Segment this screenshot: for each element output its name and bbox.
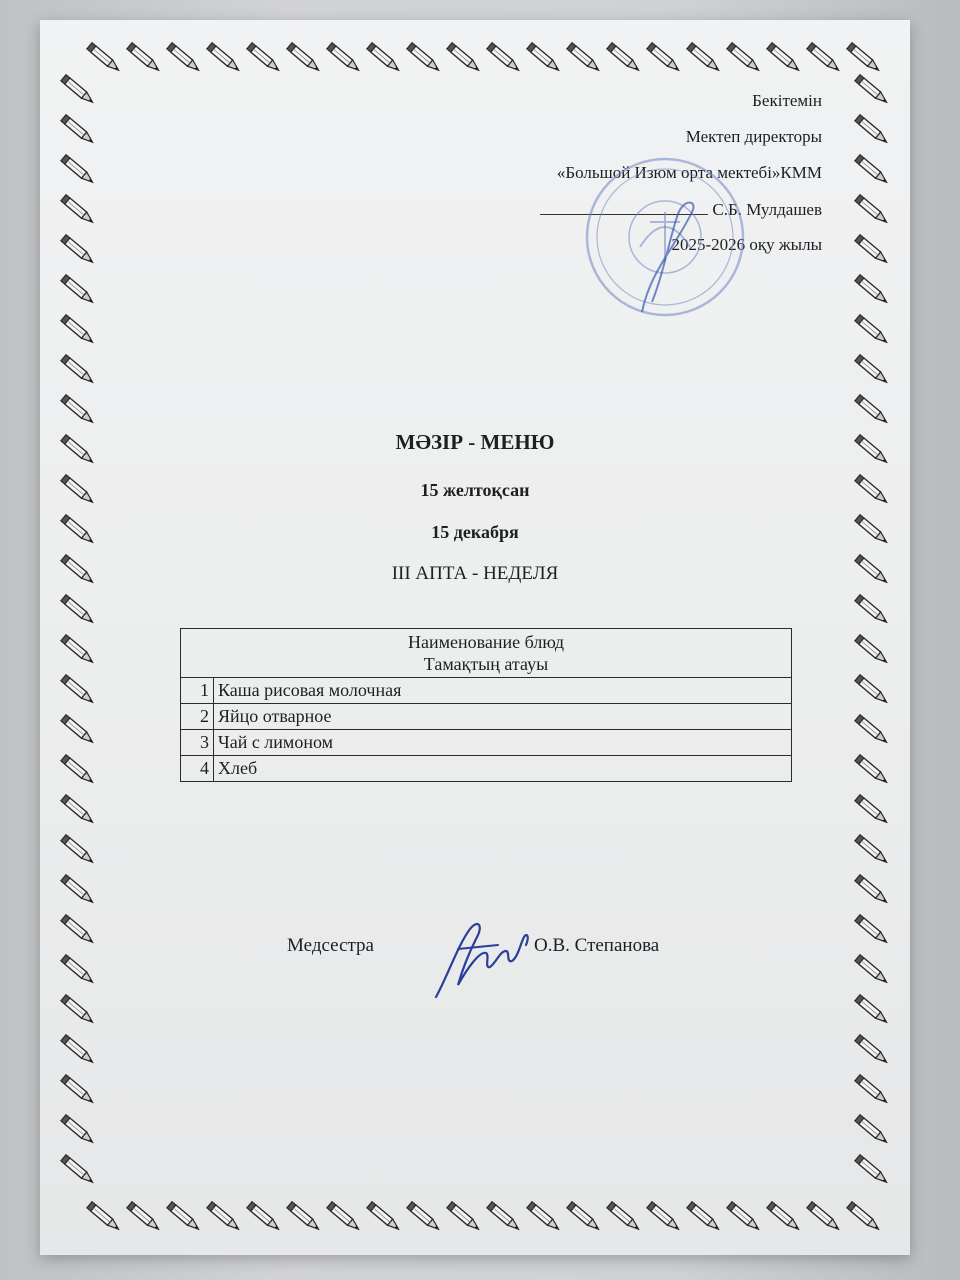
pencil-icon — [855, 955, 889, 986]
pencil-icon — [61, 875, 95, 906]
pencil-icon — [61, 635, 95, 666]
pencil-icon — [127, 43, 161, 74]
approval-line-approve: Бекітемін — [752, 91, 822, 110]
date-russian: 15 декабря — [431, 522, 519, 542]
pencil-icon — [61, 795, 95, 826]
pencil-icon — [407, 1202, 441, 1233]
pencil-icon — [855, 915, 889, 946]
pencil-icon — [767, 1202, 801, 1233]
pencil-icon — [855, 1155, 889, 1186]
pencil-icon — [61, 1035, 95, 1066]
table-row — [181, 730, 792, 756]
school-stamp-icon — [580, 152, 750, 322]
pencil-icon — [807, 1202, 841, 1233]
pencil-icon — [567, 1202, 601, 1233]
menu-document — [40, 20, 910, 1255]
date-kazakh: 15 желтоқсан — [420, 480, 530, 500]
pencil-icon — [855, 195, 889, 226]
pencil-icon — [447, 1202, 481, 1233]
pencil-icon — [287, 1202, 321, 1233]
dish-name: Яйцо отварное — [214, 704, 792, 730]
pencil-icon — [487, 1202, 521, 1233]
approval-line-year: 2025-2026 оқу жылы — [671, 235, 822, 254]
approval-line-school: «Большой Изюм орта мектебі»КММ — [556, 163, 822, 182]
pencil-icon — [407, 43, 441, 74]
pencil-icon — [855, 795, 889, 826]
pencil-icon — [727, 43, 761, 74]
pencil-icon — [61, 235, 95, 266]
pencil-icon — [167, 1202, 201, 1233]
approval-line-director: Мектеп директоры — [685, 127, 822, 146]
pencil-icon — [855, 155, 889, 186]
row-number: 2 — [181, 704, 214, 730]
pencil-icon — [207, 1202, 241, 1233]
table-header-row — [181, 629, 792, 678]
pencil-icon — [61, 1115, 95, 1146]
pencil-icon — [607, 43, 641, 74]
pencil-icon — [855, 235, 889, 266]
pencil-icon — [687, 1202, 721, 1233]
row-number: 3 — [181, 730, 214, 756]
pencil-icon — [61, 155, 95, 186]
header-russian: Наименование блюд — [407, 632, 565, 652]
pencil-icon — [247, 1202, 281, 1233]
pencil-icon — [61, 75, 95, 106]
pencil-icon — [855, 715, 889, 746]
pencil-icon — [61, 995, 95, 1026]
header-kazakh: Тамақтың атауы — [423, 654, 549, 674]
pencil-icon — [87, 1202, 121, 1233]
row-number: 1 — [181, 678, 214, 704]
pencil-icon — [527, 43, 561, 74]
pencil-icon — [607, 1202, 641, 1233]
table-row — [181, 678, 792, 704]
nurse-name: О.В. Степанова — [534, 935, 660, 956]
pencil-icon — [855, 875, 889, 906]
pencil-icon — [855, 995, 889, 1026]
pencil-icon — [327, 43, 361, 74]
pencil-icon — [61, 315, 95, 346]
pencil-icon — [855, 395, 889, 426]
pencil-icon — [367, 1202, 401, 1233]
pencil-icon — [61, 275, 95, 306]
pencil-icon — [61, 1155, 95, 1186]
pencil-icon — [847, 1202, 881, 1233]
pencil-icon — [855, 275, 889, 306]
pencil-icon — [61, 955, 95, 986]
pencil-icon — [855, 1075, 889, 1106]
table-row — [181, 756, 792, 782]
pencil-icon — [855, 315, 889, 346]
document-title: МӘЗІР - МЕНЮ — [395, 430, 555, 454]
pencil-icon — [855, 755, 889, 786]
pencil-icon — [287, 43, 321, 74]
pencil-icon — [367, 43, 401, 74]
pencil-icon — [61, 675, 95, 706]
pencil-icon — [855, 1115, 889, 1146]
pencil-icon — [87, 43, 121, 74]
pencil-icon — [855, 835, 889, 866]
pencil-icon — [61, 115, 95, 146]
pencil-icon — [207, 43, 241, 74]
pencil-icon — [327, 1202, 361, 1233]
pencil-icon — [61, 915, 95, 946]
nurse-label: Медсестра — [287, 935, 374, 956]
pencil-icon — [127, 1202, 161, 1233]
pencil-icon — [167, 43, 201, 74]
nurse-signature-icon — [428, 915, 538, 1005]
table-row — [181, 704, 792, 730]
pencil-icon — [61, 355, 95, 386]
pencil-icon — [61, 755, 95, 786]
week-label: III АПТА - НЕДЕЛЯ — [391, 563, 559, 584]
pencil-icon — [847, 43, 881, 74]
pencil-icon — [527, 1202, 561, 1233]
row-number: 4 — [181, 756, 214, 782]
pencil-icon — [61, 1075, 95, 1106]
pencil-icon — [767, 43, 801, 74]
pencil-icon — [447, 43, 481, 74]
pencil-icon — [855, 75, 889, 106]
director-name: С.Б. Мулдашев — [712, 200, 822, 219]
pencil-icon — [61, 195, 95, 226]
pencil-icon — [855, 595, 889, 626]
pencil-icon — [727, 1202, 761, 1233]
pencil-icon — [567, 43, 601, 74]
dish-name: Чай с лимоном — [214, 730, 792, 756]
pencil-icon — [807, 43, 841, 74]
pencil-icon — [687, 43, 721, 74]
pencil-icon — [855, 635, 889, 666]
pencil-icon — [61, 715, 95, 746]
menu-table — [180, 628, 792, 782]
dish-name: Хлеб — [214, 756, 792, 782]
pencil-icon — [61, 595, 95, 626]
table-header — [181, 629, 792, 678]
pencil-icon — [855, 355, 889, 386]
pencil-icon — [855, 675, 889, 706]
pencil-icon — [647, 43, 681, 74]
dish-name: Каша рисовая молочная — [214, 678, 792, 704]
pencil-icon — [647, 1202, 681, 1233]
pencil-icon — [487, 43, 521, 74]
pencil-icon — [61, 835, 95, 866]
pencil-icon — [855, 115, 889, 146]
pencil-icon — [61, 395, 95, 426]
pencil-icon — [247, 43, 281, 74]
pencil-icon — [855, 1035, 889, 1066]
